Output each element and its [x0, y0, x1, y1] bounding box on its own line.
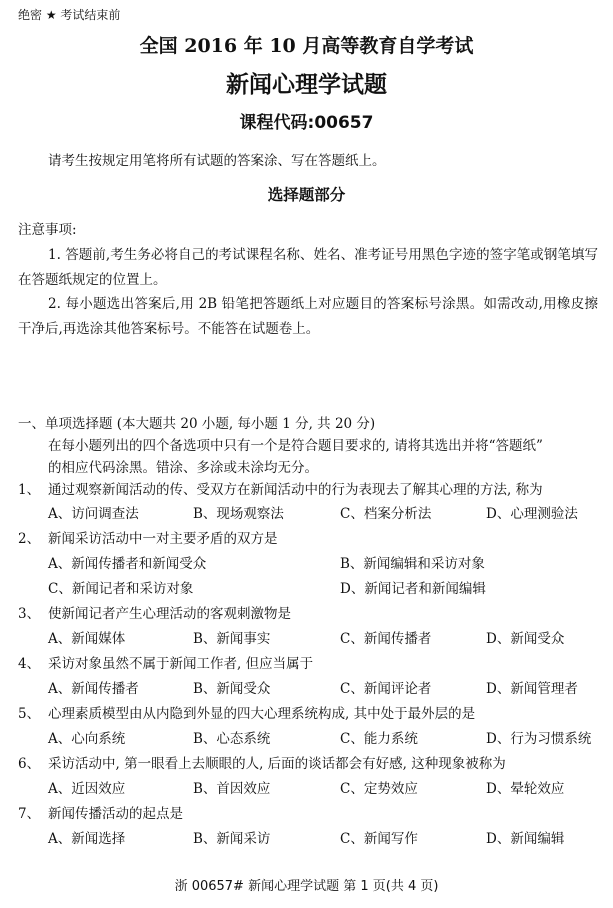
option-d: D、新闻受众: [486, 631, 565, 647]
question-text: 新闻传播活动的起点是: [48, 806, 183, 822]
option-c: C、档案分析法: [340, 506, 432, 522]
option-a: A、新闻媒体: [48, 631, 126, 647]
option-d: D、心理测验法: [486, 506, 578, 522]
exam-title: 全国 2016 年 10 月高等教育自学考试: [139, 35, 474, 57]
notice-item-1: 1. 答题前,考生务必将自己的考试课程名称、姓名、准考证号用黑色字迹的签字笔或钢笔填写在答题纸规定的位置上。: [18, 247, 598, 288]
option-c: C、新闻评论者: [340, 681, 432, 697]
option-b: B、心态系统: [193, 731, 271, 747]
answer-instruction: 请考生按规定用笔将所有试题的答案涂、写在答题纸上。: [48, 153, 386, 169]
option-b: B、首因效应: [193, 781, 271, 797]
question-number: 3、: [18, 606, 41, 622]
option-d: D、新闻编辑: [486, 831, 565, 847]
option-a: A、访问调查法: [48, 506, 139, 522]
option-d: D、新闻记者和新闻编辑: [340, 581, 486, 597]
question-number: 7、: [18, 806, 41, 822]
option-d: D、晕轮效应: [486, 781, 565, 797]
question-text: 心理素质模型由从内隐到外显的四大心理系统构成, 其中处于最外层的是: [48, 706, 476, 722]
option-c: C、新闻记者和采访对象: [48, 581, 194, 597]
notice-heading: 注意事项:: [18, 222, 77, 238]
question-text: 新闻采访活动中一对主要矛盾的双方是: [48, 531, 278, 547]
option-c: C、新闻传播者: [340, 631, 432, 647]
part1-description-line1: 在每小题列出的四个备选项中只有一个是符合题目要求的, 请将其选出并将“答题纸”: [48, 438, 543, 454]
option-a: A、心向系统: [48, 731, 126, 747]
page-footer: 浙 00657# 新闻心理学试题 第 1 页(共 4 页): [174, 879, 439, 894]
option-b: B、新闻编辑和采访对象: [340, 556, 485, 572]
question-number: 2、: [18, 531, 41, 547]
question-text: 采访对象虽然不属于新闻工作者, 但应当属于: [48, 656, 314, 672]
option-c: C、能力系统: [340, 731, 418, 747]
confidential-mark: 绝密 ★ 考试结束前: [18, 8, 121, 22]
notice-item-2: 2. 每小题选出答案后,用 2B 铅笔把答题纸上对应题目的答案标号涂黑。如需改动,用橡皮擦干净后,再选涂其他答案标号。不能答在试题卷上。: [18, 296, 598, 337]
option-c: C、新闻写作: [340, 831, 418, 847]
option-d: D、行为习惯系统: [486, 731, 592, 747]
option-a: A、新闻传播者和新闻受众: [48, 556, 207, 572]
part1-description-line2: 的相应代码涂黑。错涂、多涂或未涂均无分。: [48, 460, 318, 476]
option-a: A、新闻传播者: [48, 681, 139, 697]
section-title: 选择题部分: [267, 186, 346, 204]
option-b: B、新闻事实: [193, 631, 271, 647]
question-text: 采访活动中, 第一眼看上去顺眼的人, 后面的谈话都会有好感, 这种现象被称为: [48, 756, 506, 772]
question-text: 通过观察新闻活动的传、受双方在新闻活动中的行为表现去了解其心理的方法, 称为: [48, 482, 543, 498]
option-d: D、新闻管理者: [486, 681, 578, 697]
part1-title: 一、单项选择题 (本大题共 20 小题, 每小题 1 分, 共 20 分): [18, 416, 376, 432]
option-a: A、近因效应: [48, 781, 126, 797]
question-text: 使新闻记者产生心理活动的客观刺激物是: [48, 606, 291, 622]
question-number: 4、: [18, 656, 41, 672]
option-b: B、现场观察法: [193, 506, 284, 522]
option-a: A、新闻选择: [48, 831, 126, 847]
option-c: C、定势效应: [340, 781, 418, 797]
question-number: 6、: [18, 756, 41, 772]
subject-title: 新闻心理学试题: [226, 72, 387, 98]
course-code: 课程代码:00657: [239, 113, 374, 133]
question-number: 5、: [18, 706, 41, 722]
option-b: B、新闻受众: [193, 681, 271, 697]
question-number: 1、: [18, 482, 41, 498]
option-b: B、新闻采访: [193, 831, 271, 847]
